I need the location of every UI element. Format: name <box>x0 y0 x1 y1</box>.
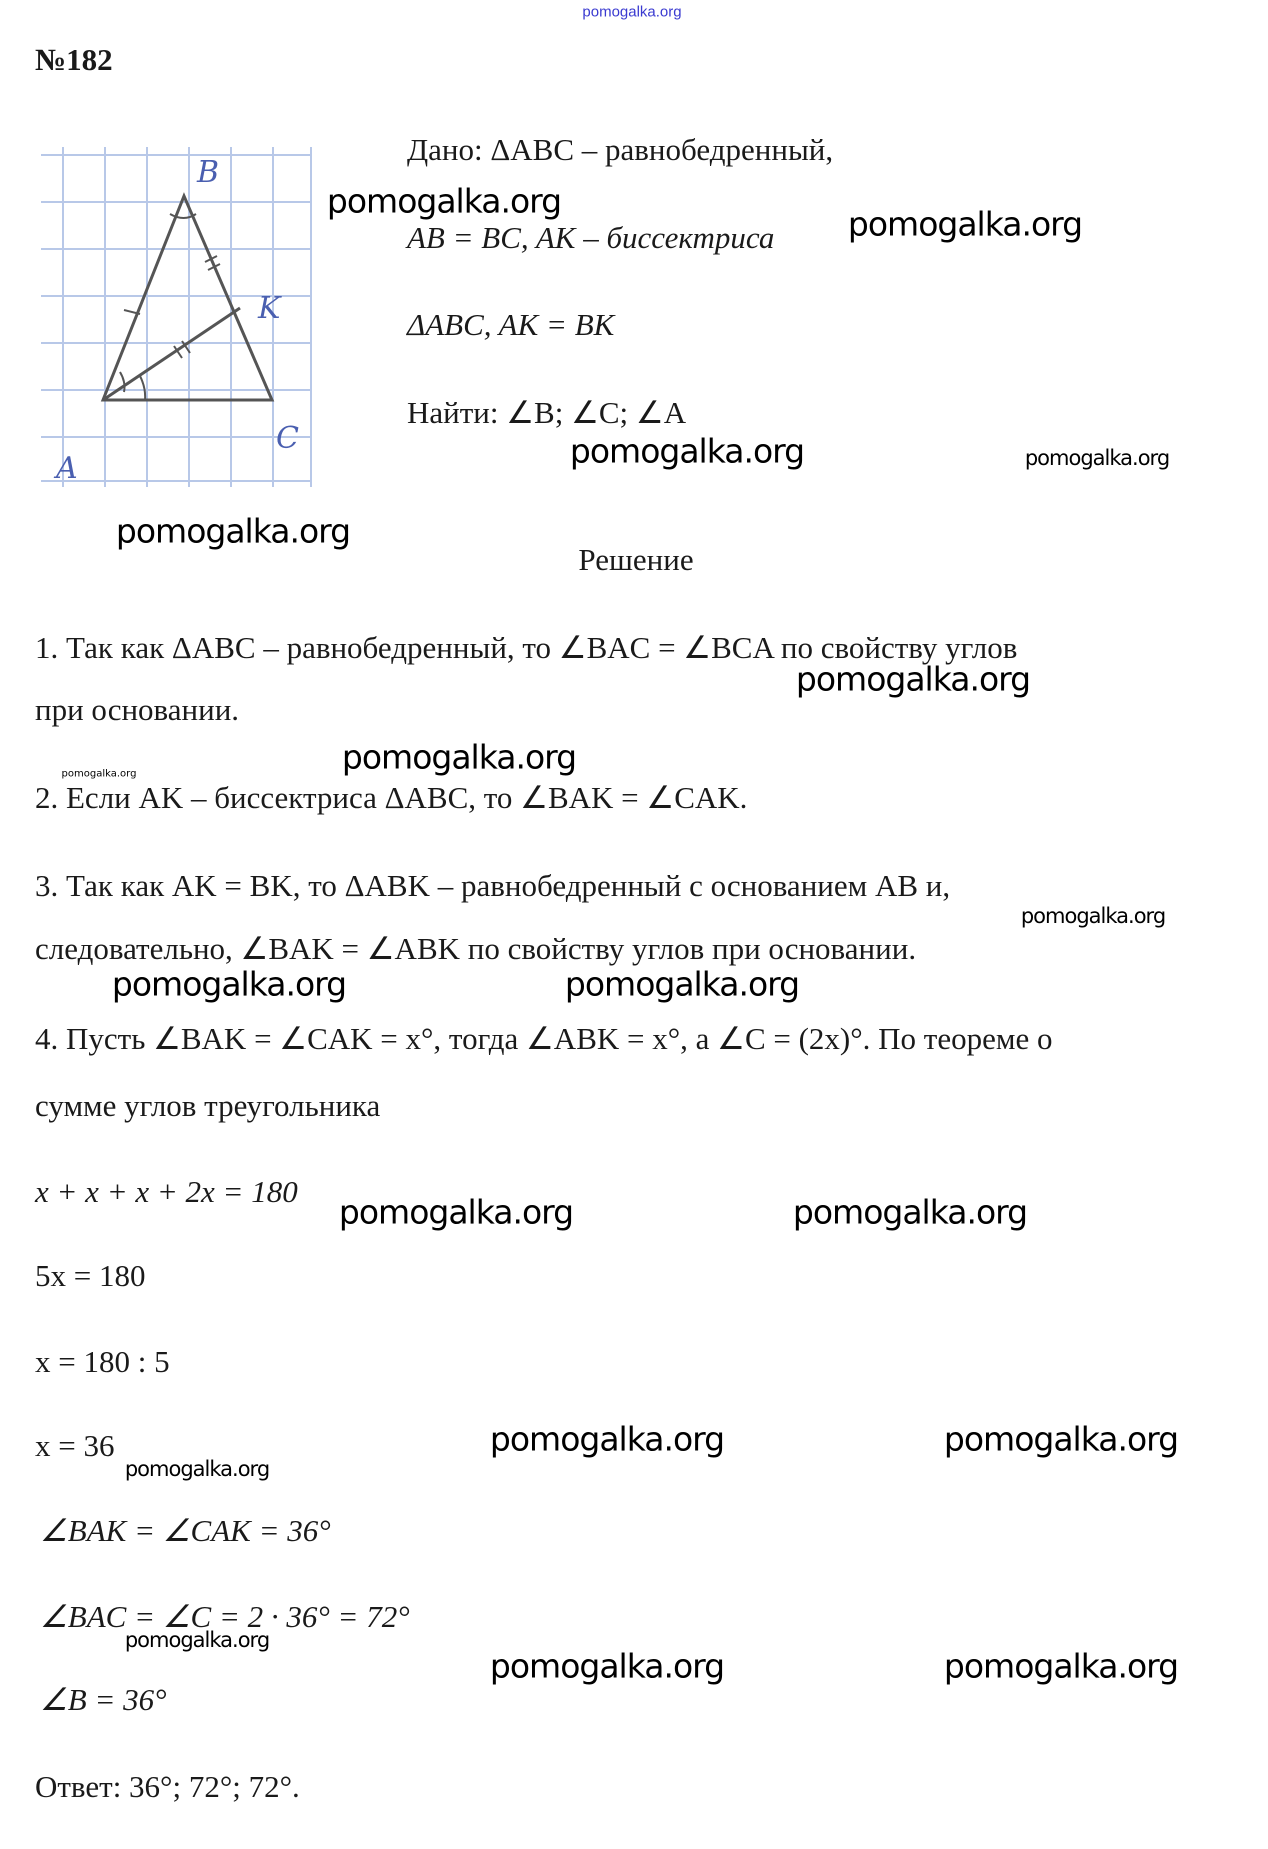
answer: Ответ: 36°; 72°; 72°. <box>35 1769 300 1804</box>
watermark: pomogalka.org <box>61 768 137 780</box>
find-line: Найти: ∠B; ∠C; ∠A <box>407 395 687 430</box>
watermark: pomogalka.org <box>847 204 1083 244</box>
equation-3: x = 180 : 5 <box>35 1344 170 1379</box>
triangle-abc <box>103 196 272 400</box>
watermark: pomogalka.org <box>943 1646 1179 1686</box>
problem-number: №182 <box>35 42 113 77</box>
watermark: pomogalka.org <box>564 964 800 1004</box>
watermark: pomogalka.org <box>115 511 351 551</box>
equation-1: x + x + x + 2x = 180 <box>35 1174 298 1209</box>
watermark: pomogalka.org <box>124 1628 270 1652</box>
watermark: pomogalka.org <box>943 1419 1179 1459</box>
given-line-3: ΔABC, AK = BK <box>407 307 615 342</box>
step-4-cont: сумме углов треугольника <box>35 1088 381 1123</box>
step-1: 1. Так как ΔABC – равнобедренный, то ∠BAC = ∠BCA по свойству углов <box>35 630 1018 665</box>
step-3: 3. Так как AK = BK, то ΔABK – равнобедренный с основанием AB и, <box>35 868 951 903</box>
label-b: B <box>197 155 220 190</box>
top-watermark: pomogalka.org <box>582 3 682 21</box>
watermark: pomogalka.org <box>792 1192 1028 1232</box>
watermark: pomogalka.org <box>1020 904 1166 928</box>
watermark: pomogalka.org <box>124 1457 270 1481</box>
equation-6: ∠BAC = ∠C = 2 · 36° = 72° <box>40 1599 410 1634</box>
label-k: K <box>258 291 281 326</box>
watermark: pomogalka.org <box>569 431 805 471</box>
label-c: C <box>276 421 299 456</box>
watermark: pomogalka.org <box>489 1419 725 1459</box>
label-a: A <box>56 451 78 486</box>
watermark: pomogalka.org <box>341 737 577 777</box>
equation-4: x = 36 <box>35 1428 115 1463</box>
equation-2: 5x = 180 <box>35 1258 146 1293</box>
equation-7: ∠B = 36° <box>40 1682 167 1717</box>
watermark: pomogalka.org <box>795 659 1031 699</box>
step-2: 2. Если AK – биссектриса ΔABC, то ∠BAK = ∠CAK. <box>35 780 748 815</box>
given-line-2: AB = BC, AK – биссектриса <box>407 220 775 255</box>
watermark: pomogalka.org <box>1024 446 1170 470</box>
step-1-cont: при основании. <box>35 692 240 727</box>
watermark: pomogalka.org <box>111 964 347 1004</box>
watermark: pomogalka.org <box>489 1646 725 1686</box>
step-3-cont: следовательно, ∠BAK = ∠ABK по свойству углов при основании. <box>35 931 917 966</box>
watermark: pomogalka.org <box>338 1192 574 1232</box>
step-4: 4. Пусть ∠BAK = ∠CAK = x°, тогда ∠ABK = x°, а ∠C = (2x)°. По теореме о <box>35 1021 1053 1056</box>
given-line-1: Дано: ΔABC – равнобедренный, <box>407 132 834 167</box>
watermark: pomogalka.org <box>326 181 562 221</box>
solution-title: Решение <box>578 542 694 577</box>
equation-5: ∠BAK = ∠CAK = 36° <box>40 1513 331 1548</box>
